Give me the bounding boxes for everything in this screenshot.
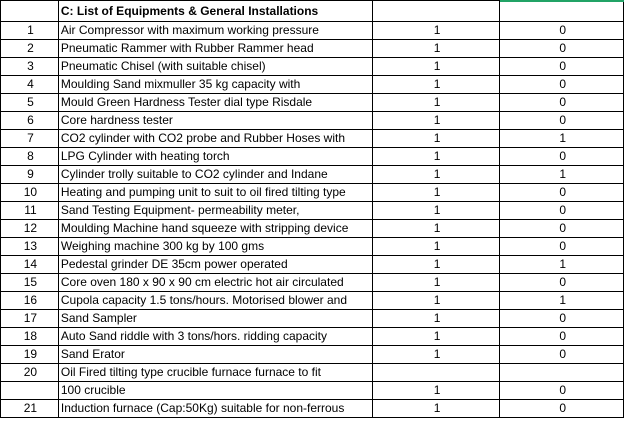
equipment-name-cell[interactable]: Core hardness tester xyxy=(58,112,372,130)
quantity-available-cell[interactable]: 0 xyxy=(500,346,624,364)
equipment-name-cell[interactable]: Mould Green Hardness Tester dial type Risdale xyxy=(58,94,372,112)
row-number-cell[interactable]: 1 xyxy=(1,22,59,40)
equipment-name-cell[interactable]: Sand Testing Equipment- permeability meter, xyxy=(58,202,372,220)
equipment-name-cell[interactable]: CO2 cylinder with CO2 probe and Rubber Hoses with xyxy=(58,130,372,148)
row-number-cell[interactable]: 5 xyxy=(1,94,59,112)
table-row xyxy=(1,22,624,40)
quantity-available-cell[interactable]: 0 xyxy=(500,94,624,112)
table-row xyxy=(1,274,624,292)
quantity-available-cell[interactable]: 0 xyxy=(500,22,624,40)
title-blank-cell[interactable] xyxy=(1,1,59,22)
row-number-cell[interactable]: 17 xyxy=(1,310,59,328)
table-row xyxy=(1,400,624,418)
table-row xyxy=(1,310,624,328)
quantity-required-cell[interactable]: 1 xyxy=(372,400,500,418)
quantity-required-cell[interactable]: 1 xyxy=(372,76,500,94)
equipment-name-cell[interactable]: Core oven 180 x 90 x 90 cm electric hot air circulated xyxy=(58,274,372,292)
quantity-required-cell[interactable]: 1 xyxy=(372,22,500,40)
quantity-available-cell[interactable]: 0 xyxy=(500,382,624,400)
quantity-available-cell[interactable]: 0 xyxy=(500,328,624,346)
table-row xyxy=(1,328,624,346)
row-number-cell[interactable]: 6 xyxy=(1,112,59,130)
title-row xyxy=(1,1,624,22)
equipment-name-cell[interactable]: 100 crucible xyxy=(58,382,372,400)
row-number-cell[interactable]: 8 xyxy=(1,148,59,166)
quantity-required-cell[interactable]: 1 xyxy=(372,274,500,292)
table-row xyxy=(1,112,624,130)
quantity-required-cell[interactable] xyxy=(372,364,500,382)
quantity-available-cell[interactable]: 0 xyxy=(500,220,624,238)
quantity-required-cell[interactable]: 1 xyxy=(372,58,500,76)
equipment-name-cell[interactable]: Heating and pumping unit to suit to oil fired tilting type xyxy=(58,184,372,202)
quantity-available-cell[interactable]: 0 xyxy=(500,274,624,292)
quantity-required-cell[interactable]: 1 xyxy=(372,256,500,274)
row-number-cell[interactable]: 14 xyxy=(1,256,59,274)
equipment-name-cell[interactable]: Auto Sand riddle with 3 tons/hors. ridding capacity xyxy=(58,328,372,346)
table-row xyxy=(1,58,624,76)
table-row xyxy=(1,130,624,148)
quantity-required-cell[interactable]: 1 xyxy=(372,202,500,220)
quantity-available-cell[interactable]: 0 xyxy=(500,184,624,202)
equipment-name-cell[interactable]: Cupola capacity 1.5 tons/hours. Motorised blower and xyxy=(58,292,372,310)
row-number-cell[interactable]: 13 xyxy=(1,238,59,256)
quantity-available-cell[interactable]: 0 xyxy=(500,238,624,256)
quantity-available-cell[interactable]: 0 xyxy=(500,202,624,220)
quantity-available-cell[interactable]: 0 xyxy=(500,40,624,58)
table-row xyxy=(1,292,624,310)
table-row xyxy=(1,364,624,382)
quantity-available-cell[interactable] xyxy=(500,364,624,382)
row-number-cell[interactable]: 12 xyxy=(1,220,59,238)
sheet-title[interactable]: C: List of Equipments & General Installations xyxy=(58,1,372,22)
quantity-required-cell[interactable]: 1 xyxy=(372,130,500,148)
row-number-cell[interactable]: 16 xyxy=(1,292,59,310)
equipment-name-cell[interactable]: Pneumatic Rammer with Rubber Rammer head xyxy=(58,40,372,58)
row-number-cell[interactable]: 3 xyxy=(1,58,59,76)
equipment-name-cell[interactable]: Cylinder trolly suitable to CO2 cylinder and Indane xyxy=(58,166,372,184)
quantity-required-cell[interactable]: 1 xyxy=(372,346,500,364)
equipment-name-cell[interactable]: LPG Cylinder with heating torch xyxy=(58,148,372,166)
quantity-required-cell[interactable]: 1 xyxy=(372,112,500,130)
quantity-available-cell[interactable]: 0 xyxy=(500,148,624,166)
row-number-cell[interactable]: 2 xyxy=(1,40,59,58)
table-row xyxy=(1,202,624,220)
quantity-available-cell[interactable]: 0 xyxy=(500,58,624,76)
table-row xyxy=(1,256,624,274)
quantity-available-cell[interactable]: 0 xyxy=(500,112,624,130)
row-number-cell[interactable]: 10 xyxy=(1,184,59,202)
row-number-cell[interactable]: 15 xyxy=(1,274,59,292)
table-row xyxy=(1,94,624,112)
row-number-cell[interactable]: 9 xyxy=(1,166,59,184)
row-number-cell[interactable]: 11 xyxy=(1,202,59,220)
quantity-available-cell[interactable]: 0 xyxy=(500,310,624,328)
equipment-name-cell[interactable]: Pedestal grinder DE 35cm power operated xyxy=(58,256,372,274)
equipment-name-cell[interactable]: Moulding Machine hand squeeze with stripping device xyxy=(58,220,372,238)
quantity-available-cell[interactable]: 0 xyxy=(500,76,624,94)
row-number-cell[interactable]: 4 xyxy=(1,76,59,94)
equipment-name-cell[interactable]: Oil Fired tilting type crucible furnace furnace to fit xyxy=(58,364,372,382)
table-row xyxy=(1,382,624,400)
table-row xyxy=(1,238,624,256)
row-number-cell[interactable]: 21 xyxy=(1,400,59,418)
quantity-required-cell[interactable]: 1 xyxy=(372,166,500,184)
table-row xyxy=(1,220,624,238)
table-row xyxy=(1,40,624,58)
equipment-name-cell[interactable]: Pneumatic Chisel (with suitable chisel) xyxy=(58,58,372,76)
quantity-required-cell[interactable]: 1 xyxy=(372,40,500,58)
selected-column-indicator xyxy=(500,0,624,2)
quantity-required-cell[interactable]: 1 xyxy=(372,328,500,346)
title-blank-cell[interactable] xyxy=(372,1,500,22)
quantity-available-cell[interactable]: 1 xyxy=(500,292,624,310)
quantity-required-cell[interactable]: 1 xyxy=(372,310,500,328)
equipment-name-cell[interactable]: Sand Sampler xyxy=(58,310,372,328)
row-number-cell[interactable]: 7 xyxy=(1,130,59,148)
row-number-cell[interactable]: 20 xyxy=(1,364,59,382)
quantity-required-cell[interactable]: 1 xyxy=(372,184,500,202)
equipment-name-cell[interactable]: Sand Erator xyxy=(58,346,372,364)
quantity-required-cell[interactable]: 1 xyxy=(372,220,500,238)
quantity-required-cell[interactable]: 1 xyxy=(372,292,500,310)
quantity-available-cell[interactable]: 0 xyxy=(500,400,624,418)
table-row xyxy=(1,184,624,202)
quantity-required-cell[interactable]: 1 xyxy=(372,238,500,256)
quantity-available-cell[interactable]: 1 xyxy=(500,130,624,148)
quantity-required-cell[interactable]: 1 xyxy=(372,382,500,400)
table-row xyxy=(1,346,624,364)
quantity-required-cell[interactable]: 1 xyxy=(372,148,500,166)
row-number-cell[interactable]: 18 xyxy=(1,328,59,346)
row-number-cell[interactable]: 19 xyxy=(1,346,59,364)
quantity-available-cell[interactable]: 1 xyxy=(500,166,624,184)
quantity-available-cell[interactable]: 1 xyxy=(500,256,624,274)
equipment-name-cell[interactable]: Weighing machine 300 kg by 100 gms xyxy=(58,238,372,256)
table-row xyxy=(1,148,624,166)
row-number-cell[interactable] xyxy=(1,382,59,400)
table-row xyxy=(1,76,624,94)
title-blank-cell[interactable] xyxy=(500,1,624,22)
equipment-name-cell[interactable]: Induction furnace (Cap:50Kg) suitable for non-ferrous xyxy=(58,400,372,418)
equipment-name-cell[interactable]: Moulding Sand mixmuller 35 kg capacity with xyxy=(58,76,372,94)
quantity-required-cell[interactable]: 1 xyxy=(372,94,500,112)
equipment-name-cell[interactable]: Air Compressor with maximum working pressure xyxy=(58,22,372,40)
table-row xyxy=(1,166,624,184)
